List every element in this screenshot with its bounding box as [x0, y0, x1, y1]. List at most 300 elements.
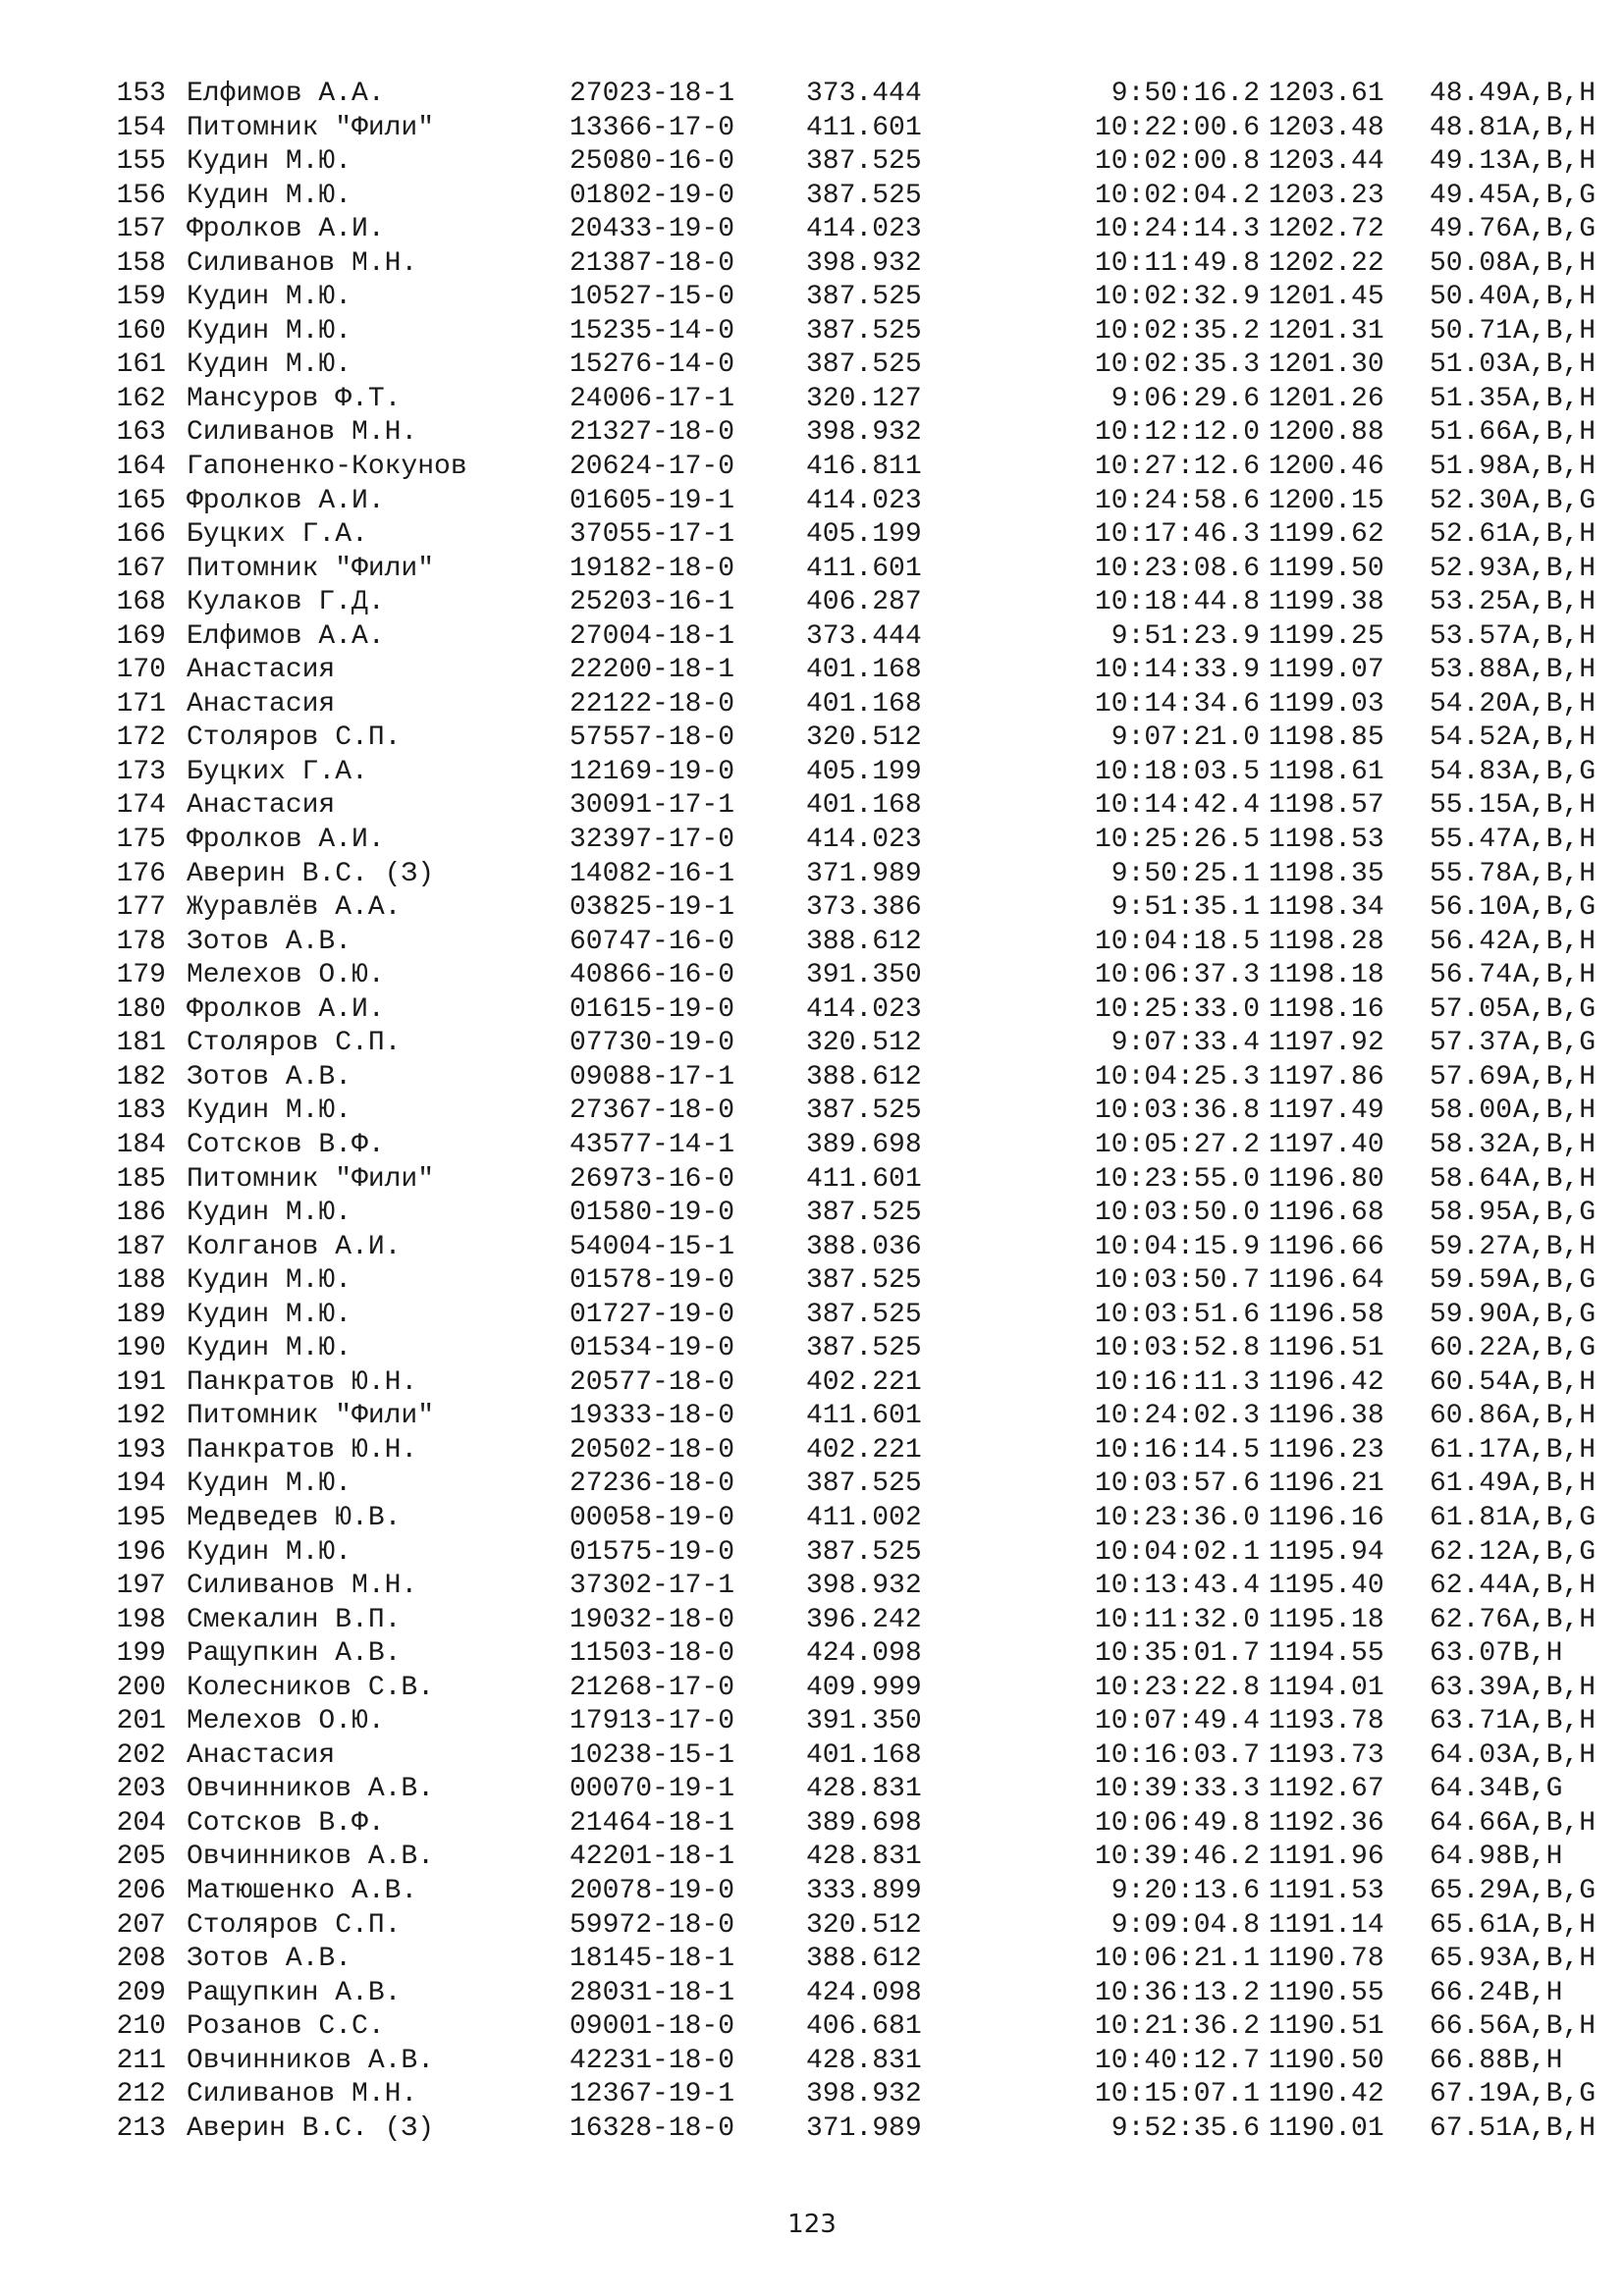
class-codes-cell: A,B,H — [1513, 349, 1597, 381]
class-codes-cell: A,B,H — [1513, 926, 1597, 957]
speed-cell: 1197.86 — [1269, 1061, 1384, 1093]
table-row — [115, 2078, 1597, 2112]
class-codes-cell: A,B,G — [1513, 1875, 1597, 1906]
table-row — [115, 247, 1597, 282]
speed-cell: 1192.36 — [1269, 1807, 1384, 1839]
percent-cell: 54.52 — [1430, 722, 1513, 754]
class-codes-cell: A,B,H — [1513, 2011, 1597, 2043]
place-cell: 163 — [116, 417, 166, 449]
table-row — [115, 518, 1597, 553]
owner-name-cell: Питомник "Фили" — [187, 1401, 435, 1432]
owner-name-cell: Гапоненко-Кокунов — [187, 452, 467, 483]
class-codes-cell: A,B,H — [1513, 1571, 1597, 1602]
distance-cell: 387.525 — [806, 315, 922, 347]
ring-number-cell: 01534-19-0 — [569, 1333, 735, 1364]
distance-cell: 320.127 — [806, 383, 922, 414]
arrival-time-cell: 10:23:36.0 — [1094, 1502, 1260, 1533]
percent-cell: 64.66 — [1430, 1807, 1513, 1839]
speed-cell: 1195.18 — [1269, 1604, 1384, 1635]
arrival-time-cell: 10:36:13.2 — [1094, 1977, 1260, 2008]
percent-cell: 63.71 — [1430, 1706, 1513, 1737]
arrival-time-cell: 10:27:12.6 — [1094, 452, 1260, 483]
percent-cell: 56.10 — [1430, 892, 1513, 924]
class-codes-cell: A,B,G — [1513, 1333, 1597, 1364]
distance-cell: 398.932 — [806, 2079, 922, 2110]
owner-name-cell: Зотов А.В. — [187, 926, 352, 957]
speed-cell: 1199.07 — [1269, 655, 1384, 686]
percent-cell: 52.30 — [1430, 485, 1513, 516]
percent-cell: 66.56 — [1430, 2011, 1513, 2043]
arrival-time-cell: 10:24:58.6 — [1094, 485, 1260, 516]
arrival-time-cell: 10:23:22.8 — [1094, 1672, 1260, 1703]
distance-cell: 320.512 — [806, 722, 922, 754]
table-row — [115, 1705, 1597, 1739]
arrival-time-cell: 10:06:21.1 — [1094, 1944, 1260, 1975]
ring-number-cell: 27236-18-0 — [569, 1468, 735, 1500]
class-codes-cell: A,B,H — [1513, 825, 1597, 856]
class-codes-cell: A,B,H — [1513, 1706, 1597, 1737]
ring-number-cell: 01727-19-0 — [569, 1299, 735, 1330]
speed-cell: 1203.61 — [1269, 79, 1384, 109]
class-codes-cell: A,B,H — [1513, 146, 1597, 178]
speed-cell: 1200.46 — [1269, 452, 1384, 483]
ring-number-cell: 00058-19-0 — [569, 1502, 735, 1533]
distance-cell: 405.199 — [806, 756, 922, 787]
place-cell: 208 — [116, 1944, 166, 1975]
class-codes-cell: A,B,G — [1513, 1299, 1597, 1330]
ring-number-cell: 24006-17-1 — [569, 383, 735, 414]
owner-name-cell: Питомник "Фили" — [187, 112, 435, 143]
table-row — [115, 315, 1597, 349]
arrival-time-cell: 10:04:18.5 — [1094, 926, 1260, 957]
speed-cell: 1196.51 — [1269, 1333, 1384, 1364]
distance-cell: 388.036 — [806, 1231, 922, 1262]
table-row — [115, 858, 1597, 892]
percent-cell: 51.98 — [1430, 452, 1513, 483]
table-row — [115, 78, 1597, 112]
ring-number-cell: 57557-18-0 — [569, 722, 735, 754]
ring-number-cell: 42201-18-1 — [569, 1842, 735, 1873]
speed-cell: 1194.01 — [1269, 1672, 1384, 1703]
arrival-time-cell: 10:02:32.9 — [1094, 282, 1260, 313]
owner-name-cell: Силиванов М.Н. — [187, 247, 418, 279]
ring-number-cell: 03825-19-1 — [569, 892, 735, 924]
distance-cell: 387.525 — [806, 146, 922, 178]
arrival-time-cell: 10:03:50.7 — [1094, 1265, 1260, 1297]
arrival-time-cell: 10:18:03.5 — [1094, 756, 1260, 787]
distance-cell: 414.023 — [806, 993, 922, 1025]
table-row — [115, 1570, 1597, 1604]
table-row — [115, 721, 1597, 756]
table-row — [115, 145, 1597, 180]
arrival-time-cell: 10:11:32.0 — [1094, 1604, 1260, 1635]
speed-cell: 1193.78 — [1269, 1706, 1384, 1737]
place-cell: 201 — [116, 1706, 166, 1737]
table-row — [115, 1197, 1597, 1231]
table-row — [115, 1163, 1597, 1198]
class-codes-cell: A,B,H — [1513, 1401, 1597, 1432]
place-cell: 185 — [116, 1163, 166, 1195]
distance-cell: 387.525 — [806, 282, 922, 313]
arrival-time-cell: 10:14:34.6 — [1094, 688, 1260, 720]
ring-number-cell: 27023-18-1 — [569, 79, 735, 109]
ring-number-cell: 07730-19-0 — [569, 1028, 735, 1059]
distance-cell: 373.444 — [806, 620, 922, 652]
ring-number-cell: 19182-18-0 — [569, 553, 735, 584]
class-codes-cell: A,B,H — [1513, 417, 1597, 449]
page-number: 123 — [787, 2210, 837, 2239]
percent-cell: 59.59 — [1430, 1265, 1513, 1297]
distance-cell: 387.525 — [806, 180, 922, 211]
percent-cell: 48.49 — [1430, 79, 1513, 109]
arrival-time-cell: 10:25:33.0 — [1094, 993, 1260, 1025]
place-cell: 165 — [116, 485, 166, 516]
table-row — [115, 1672, 1597, 1706]
distance-cell: 409.999 — [806, 1672, 922, 1703]
percent-cell: 67.51 — [1430, 2112, 1513, 2144]
distance-cell: 411.601 — [806, 112, 922, 143]
place-cell: 193 — [116, 1434, 166, 1466]
arrival-time-cell: 10:16:03.7 — [1094, 1739, 1260, 1771]
class-codes-cell: A,B,G — [1513, 1536, 1597, 1568]
speed-cell: 1198.28 — [1269, 926, 1384, 957]
table-row — [115, 485, 1597, 519]
table-row — [115, 1909, 1597, 1944]
place-cell: 213 — [116, 2112, 166, 2144]
distance-cell: 387.525 — [806, 1536, 922, 1568]
arrival-time-cell: 9:51:35.1 — [1110, 892, 1260, 924]
owner-name-cell: Кудин М.Ю. — [187, 180, 352, 211]
distance-cell: 414.023 — [806, 214, 922, 245]
table-row — [115, 1604, 1597, 1638]
place-cell: 178 — [116, 926, 166, 957]
place-cell: 203 — [116, 1774, 166, 1805]
table-row — [115, 2045, 1563, 2079]
class-codes-cell: A,B,H — [1513, 1739, 1597, 1771]
class-codes-cell: A,B,H — [1513, 790, 1597, 822]
table-row — [115, 213, 1597, 247]
ring-number-cell: 01578-19-0 — [569, 1265, 735, 1297]
percent-cell: 51.35 — [1430, 383, 1513, 414]
table-row — [115, 1332, 1597, 1366]
table-row — [115, 1231, 1597, 1265]
distance-cell: 411.601 — [806, 1401, 922, 1432]
arrival-time-cell: 10:04:25.3 — [1094, 1061, 1260, 1093]
distance-cell: 320.512 — [806, 1909, 922, 1941]
ring-number-cell: 12367-19-1 — [569, 2079, 735, 2110]
speed-cell: 1192.67 — [1269, 1774, 1384, 1805]
table-row — [115, 926, 1597, 960]
owner-name-cell: Столяров С.П. — [187, 1028, 402, 1059]
class-codes-cell: A,B,H — [1513, 688, 1597, 720]
ring-number-cell: 12169-19-0 — [569, 756, 735, 787]
arrival-time-cell: 9:20:13.6 — [1110, 1875, 1260, 1906]
table-row — [115, 1841, 1563, 1875]
distance-cell: 387.525 — [806, 1095, 922, 1127]
arrival-time-cell: 10:15:07.1 — [1094, 2079, 1260, 2110]
speed-cell: 1195.40 — [1269, 1571, 1384, 1602]
percent-cell: 64.34 — [1430, 1774, 1513, 1805]
class-codes-cell: A,B,H — [1513, 655, 1597, 686]
owner-name-cell: Кудин М.Ю. — [187, 315, 352, 347]
class-codes-cell: A,B,H — [1513, 1807, 1597, 1839]
ring-number-cell: 18145-18-1 — [569, 1944, 735, 1975]
speed-cell: 1190.50 — [1269, 2045, 1384, 2076]
owner-name-cell: Сотсков В.Ф. — [187, 1807, 385, 1839]
place-cell: 199 — [116, 1638, 166, 1670]
percent-cell: 57.69 — [1430, 1061, 1513, 1093]
owner-name-cell: Питомник "Фили" — [187, 1163, 435, 1195]
distance-cell: 388.612 — [806, 1944, 922, 1975]
percent-cell: 65.61 — [1430, 1909, 1513, 1941]
ring-number-cell: 10527-15-0 — [569, 282, 735, 313]
place-cell: 194 — [116, 1468, 166, 1500]
owner-name-cell: Матюшенко А.В. — [187, 1875, 418, 1906]
arrival-time-cell: 10:39:46.2 — [1094, 1842, 1260, 1873]
arrival-time-cell: 10:14:33.9 — [1094, 655, 1260, 686]
ring-number-cell: 27004-18-1 — [569, 620, 735, 652]
ring-number-cell: 22200-18-1 — [569, 655, 735, 686]
arrival-time-cell: 10:05:27.2 — [1094, 1129, 1260, 1160]
arrival-time-cell: 10:03:52.8 — [1094, 1333, 1260, 1364]
place-cell: 171 — [116, 688, 166, 720]
percent-cell: 55.47 — [1430, 825, 1513, 856]
owner-name-cell: Кудин М.Ю. — [187, 1265, 352, 1297]
distance-cell: 402.221 — [806, 1434, 922, 1466]
speed-cell: 1200.15 — [1269, 485, 1384, 516]
table-row — [115, 1502, 1597, 1536]
owner-name-cell: Кудин М.Ю. — [187, 1095, 352, 1127]
arrival-time-cell: 10:16:11.3 — [1094, 1366, 1260, 1398]
owner-name-cell: Столяров С.П. — [187, 722, 402, 754]
percent-cell: 62.12 — [1430, 1536, 1513, 1568]
speed-cell: 1195.94 — [1269, 1536, 1384, 1568]
arrival-time-cell: 10:24:02.3 — [1094, 1401, 1260, 1432]
distance-cell: 388.612 — [806, 1061, 922, 1093]
ring-number-cell: 21327-18-0 — [569, 417, 735, 449]
table-row — [115, 281, 1597, 315]
percent-cell: 58.64 — [1430, 1163, 1513, 1195]
percent-cell: 54.83 — [1430, 756, 1513, 787]
table-row — [115, 756, 1597, 790]
place-cell: 162 — [116, 383, 166, 414]
owner-name-cell: Зотов А.В. — [187, 1944, 352, 1975]
ring-number-cell: 19333-18-0 — [569, 1401, 735, 1432]
distance-cell: 387.525 — [806, 1468, 922, 1500]
place-cell: 195 — [116, 1502, 166, 1533]
speed-cell: 1198.16 — [1269, 993, 1384, 1025]
ring-number-cell: 21268-17-0 — [569, 1672, 735, 1703]
arrival-time-cell: 9:07:33.4 — [1110, 1028, 1260, 1059]
speed-cell: 1196.16 — [1269, 1502, 1384, 1533]
table-row — [115, 688, 1597, 722]
speed-cell: 1203.48 — [1269, 112, 1384, 143]
percent-cell: 50.08 — [1430, 247, 1513, 279]
arrival-time-cell: 9:09:04.8 — [1110, 1909, 1260, 1941]
class-codes-cell: A,B,H — [1513, 620, 1597, 652]
owner-name-cell: Фролков А.И. — [187, 993, 385, 1025]
percent-cell: 60.22 — [1430, 1333, 1513, 1364]
ring-number-cell: 37055-17-1 — [569, 519, 735, 551]
class-codes-cell: A,B,H — [1513, 1095, 1597, 1127]
owner-name-cell: Ращупкин А.В. — [187, 1638, 402, 1670]
table-row — [115, 112, 1597, 146]
class-codes-cell: A,B,H — [1513, 79, 1597, 109]
ring-number-cell: 01575-19-0 — [569, 1536, 735, 1568]
class-codes-cell: A,B,H — [1513, 2112, 1597, 2144]
speed-cell: 1199.03 — [1269, 688, 1384, 720]
place-cell: 191 — [116, 1366, 166, 1398]
place-cell: 160 — [116, 315, 166, 347]
owner-name-cell: Анастасия — [187, 790, 336, 822]
arrival-time-cell: 10:03:36.8 — [1094, 1095, 1260, 1127]
ring-number-cell: 20433-19-0 — [569, 214, 735, 245]
ring-number-cell: 19032-18-0 — [569, 1604, 735, 1635]
class-codes-cell: A,B,H — [1513, 383, 1597, 414]
percent-cell: 58.00 — [1430, 1095, 1513, 1127]
table-row — [115, 993, 1597, 1028]
percent-cell: 66.24 — [1430, 1977, 1513, 2008]
percent-cell: 64.98 — [1430, 1842, 1513, 1873]
percent-cell: 52.93 — [1430, 553, 1513, 584]
class-codes-cell: A,B,H — [1513, 452, 1597, 483]
percent-cell: 60.86 — [1430, 1401, 1513, 1432]
speed-cell: 1199.25 — [1269, 620, 1384, 652]
place-cell: 202 — [116, 1739, 166, 1771]
owner-name-cell: Аверин В.С. (З) — [187, 858, 435, 889]
distance-cell: 388.612 — [806, 926, 922, 957]
place-cell: 189 — [116, 1299, 166, 1330]
place-cell: 200 — [116, 1672, 166, 1703]
owner-name-cell: Кудин М.Ю. — [187, 349, 352, 381]
owner-name-cell: Питомник "Фили" — [187, 553, 435, 584]
owner-name-cell: Буцких Г.А. — [187, 756, 368, 787]
place-cell: 164 — [116, 452, 166, 483]
place-cell: 211 — [116, 2045, 166, 2076]
arrival-time-cell: 10:03:57.6 — [1094, 1468, 1260, 1500]
percent-cell: 56.74 — [1430, 960, 1513, 991]
distance-cell: 389.698 — [806, 1129, 922, 1160]
distance-cell: 424.098 — [806, 1638, 922, 1670]
speed-cell: 1201.30 — [1269, 349, 1384, 381]
arrival-time-cell: 10:04:02.1 — [1094, 1536, 1260, 1568]
arrival-time-cell: 10:24:14.3 — [1094, 214, 1260, 245]
class-codes-cell: A,B,H — [1513, 519, 1597, 551]
ring-number-cell: 40866-16-0 — [569, 960, 735, 991]
speed-cell: 1198.35 — [1269, 858, 1384, 889]
table-row — [115, 2112, 1597, 2147]
percent-cell: 51.03 — [1430, 349, 1513, 381]
speed-cell: 1198.53 — [1269, 825, 1384, 856]
class-codes-cell: A,B,G — [1513, 892, 1597, 924]
table-row — [115, 1875, 1597, 1909]
place-cell: 204 — [116, 1807, 166, 1839]
table-row — [115, 789, 1597, 824]
speed-cell: 1197.40 — [1269, 1129, 1384, 1160]
arrival-time-cell: 10:35:01.7 — [1094, 1638, 1260, 1670]
percent-cell: 55.78 — [1430, 858, 1513, 889]
place-cell: 190 — [116, 1333, 166, 1364]
distance-cell: 401.168 — [806, 655, 922, 686]
arrival-time-cell: 9:50:25.1 — [1110, 858, 1260, 889]
ring-number-cell: 27367-18-0 — [569, 1095, 735, 1127]
percent-cell: 50.71 — [1430, 315, 1513, 347]
owner-name-cell: Ращупкин А.В. — [187, 1977, 402, 2008]
distance-cell: 389.698 — [806, 1807, 922, 1839]
percent-cell: 61.17 — [1430, 1434, 1513, 1466]
owner-name-cell: Мелехов О.Ю. — [187, 960, 385, 991]
arrival-time-cell: 9:50:16.2 — [1110, 79, 1260, 109]
place-cell: 188 — [116, 1265, 166, 1297]
percent-cell: 61.81 — [1430, 1502, 1513, 1533]
class-codes-cell: A,B,G — [1513, 2079, 1597, 2110]
class-codes-cell: B,H — [1513, 1977, 1563, 2008]
place-cell: 196 — [116, 1536, 166, 1568]
place-cell: 174 — [116, 790, 166, 822]
class-codes-cell: A,B,G — [1513, 1265, 1597, 1297]
place-cell: 159 — [116, 282, 166, 313]
arrival-time-cell: 9:52:35.6 — [1110, 2112, 1260, 2144]
ring-number-cell: 01615-19-0 — [569, 993, 735, 1025]
speed-cell: 1198.18 — [1269, 960, 1384, 991]
place-cell: 179 — [116, 960, 166, 991]
class-codes-cell: A,B,H — [1513, 1909, 1597, 1941]
percent-cell: 53.88 — [1430, 655, 1513, 686]
owner-name-cell: Смекалин В.П. — [187, 1604, 402, 1635]
owner-name-cell: Столяров С.П. — [187, 1909, 402, 1941]
table-row — [115, 824, 1597, 858]
arrival-time-cell: 10:12:12.0 — [1094, 417, 1260, 449]
place-cell: 182 — [116, 1061, 166, 1093]
percent-cell: 63.07 — [1430, 1638, 1513, 1670]
ring-number-cell: 21464-18-1 — [569, 1807, 735, 1839]
arrival-time-cell: 9:07:21.0 — [1110, 722, 1260, 754]
table-row — [115, 383, 1597, 417]
class-codes-cell: A,B,H — [1513, 960, 1597, 991]
table-row — [115, 1536, 1597, 1571]
percent-cell: 62.44 — [1430, 1571, 1513, 1602]
ring-number-cell: 14082-16-1 — [569, 858, 735, 889]
distance-cell: 398.932 — [806, 247, 922, 279]
table-row — [115, 1773, 1563, 1807]
table-row — [115, 1943, 1597, 1977]
class-codes-cell: A,B,H — [1513, 1163, 1597, 1195]
owner-name-cell: Фролков А.И. — [187, 825, 385, 856]
speed-cell: 1199.62 — [1269, 519, 1384, 551]
distance-cell: 411.601 — [806, 553, 922, 584]
ring-number-cell: 54004-15-1 — [569, 1231, 735, 1262]
arrival-time-cell: 10:02:00.8 — [1094, 146, 1260, 178]
place-cell: 181 — [116, 1028, 166, 1059]
class-codes-cell: A,B,H — [1513, 1604, 1597, 1635]
place-cell: 157 — [116, 214, 166, 245]
table-row — [115, 1434, 1597, 1468]
class-codes-cell: A,B,H — [1513, 722, 1597, 754]
place-cell: 198 — [116, 1604, 166, 1635]
distance-cell: 398.932 — [806, 417, 922, 449]
table-row — [115, 586, 1597, 620]
percent-cell: 62.76 — [1430, 1604, 1513, 1635]
speed-cell: 1201.26 — [1269, 383, 1384, 414]
ring-number-cell: 30091-17-1 — [569, 790, 735, 822]
arrival-time-cell: 10:17:46.3 — [1094, 519, 1260, 551]
table-row — [115, 1366, 1597, 1401]
speed-cell: 1196.58 — [1269, 1299, 1384, 1330]
class-codes-cell: B,G — [1513, 1774, 1563, 1805]
percent-cell: 57.05 — [1430, 993, 1513, 1025]
owner-name-cell: Елфимов А.А. — [187, 79, 385, 109]
owner-name-cell: Розанов С.С. — [187, 2011, 385, 2043]
